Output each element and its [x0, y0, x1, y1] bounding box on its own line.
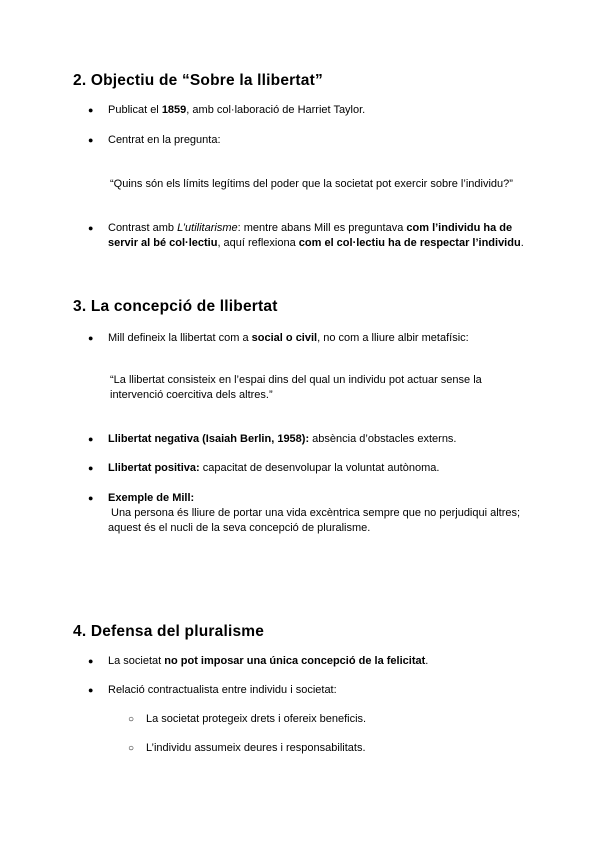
- sec3-bullet-positive: Llibertat positiva: capacitat de desenvolupar la voluntat autònoma.: [108, 462, 440, 474]
- sec4-subitem-individual: L’individu assumeix deures i responsabilitats.: [146, 742, 366, 754]
- section-4-title: 4. Defensa del pluralisme: [73, 623, 265, 640]
- sec4-bullet-contract: Relació contractualista entre individu i societat:: [108, 684, 337, 696]
- section-3-title: 3. La concepció de llibertat: [73, 298, 278, 315]
- sec4-subitem-society: La societat protegeix drets i ofereix beneficis.: [146, 713, 367, 725]
- bullet-icon: ●: [88, 656, 94, 666]
- sub-bullet-icon: ○: [128, 714, 135, 725]
- sub-bullet-icon: ○: [128, 743, 135, 754]
- sec2-quote: “Quins són els límits legítims del poder que la societat pot exercir sobre l’individu?”: [110, 178, 513, 190]
- sec3-bullet-definition: Mill defineix la llibertat com a social o civil, no com a lliure albir metafísic:: [108, 332, 469, 344]
- bullet-icon: ●: [88, 493, 94, 503]
- sec4-bullet-society: La societat no pot imposar una única concepció de la felicitat.: [108, 655, 429, 667]
- sec3-bullet-example: Exemple de Mill: Una persona és lliure de portar una vida excèntrica sempre que no perjudiqui altres; aquest és el nucli de la seva concepció de pluralisme.: [108, 492, 521, 534]
- bullet-icon: ●: [88, 434, 94, 444]
- bullet-icon: ●: [88, 685, 94, 695]
- bullet-icon: ●: [88, 463, 94, 473]
- sec3-quote: “La llibertat consisteix en l’espai dins del qual un individu pot actuar sense la intervenció coercitiva dels altres.”: [110, 374, 482, 401]
- bullet-icon: ●: [88, 333, 94, 343]
- sec2-bullet-contrast: Contrast amb L’utilitarisme: mentre abans Mill es preguntava com l’individu ha de servir al bé col·lectiu, aquí reflexiona com el col·lectiu ha de respectar l’individu.: [108, 222, 524, 249]
- sec3-bullet-negative: Llibertat negativa (Isaiah Berlin, 1958): absència d’obstacles externs.: [108, 433, 457, 445]
- bullet-icon: ●: [88, 105, 94, 115]
- bullet-icon: ●: [88, 223, 94, 233]
- section-2-title: 2. Objectiu de “Sobre la llibertat”: [73, 72, 323, 89]
- bullet-icon: ●: [88, 135, 94, 145]
- sec2-bullet-published: Publicat el 1859, amb col·laboració de Harriet Taylor.: [108, 104, 366, 116]
- sec2-bullet-question: Centrat en la pregunta:: [108, 134, 221, 146]
